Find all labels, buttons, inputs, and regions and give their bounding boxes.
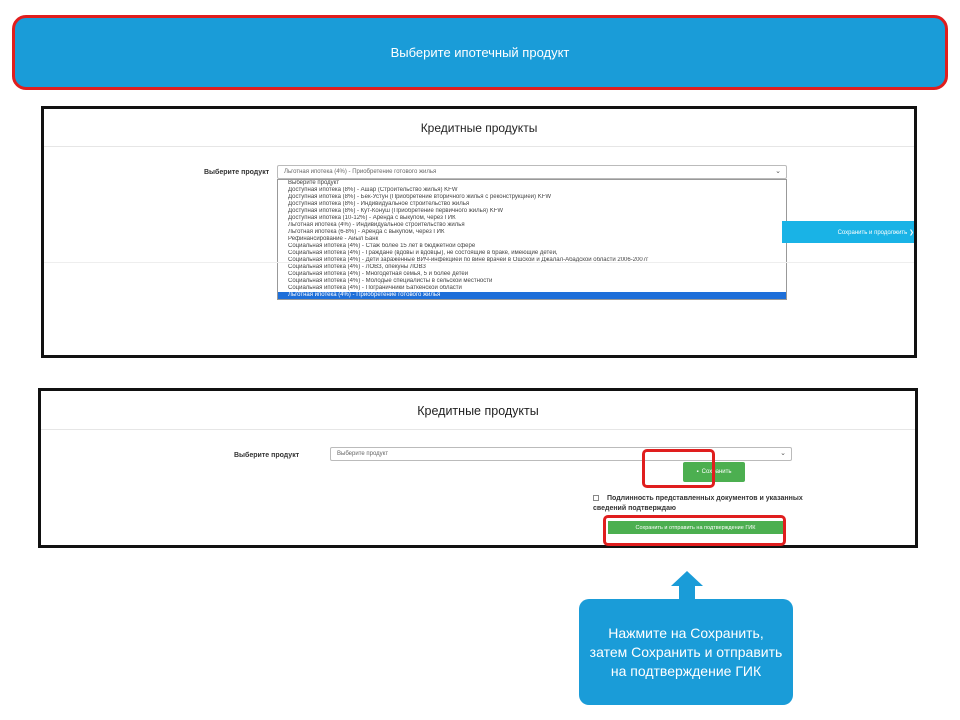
confirm-checkbox[interactable] (593, 495, 599, 501)
product-label: Выберите продукт (204, 169, 270, 176)
divider (44, 262, 914, 263)
arrow-stem (679, 585, 695, 599)
product-option[interactable]: Социальная ипотека (4%) - Стаж более 15 лет в бюджетной сфере (288, 243, 476, 249)
product-option[interactable]: Социальная ипотека (4%) - Дети зараженные ВИЧ-инфекцией по вине врачей в Ошской и Джалал-Абадской области 2006-2007г (288, 257, 649, 263)
instruction-callout (579, 599, 793, 705)
product-option[interactable]: Льготная ипотека (6-8%) - Аренда с выкупом, через ГИК (288, 229, 445, 235)
product-option[interactable]: Социальная ипотека (4%) - Молодые специалисты в сельской местности (288, 278, 493, 284)
send-button-highlight (603, 515, 786, 546)
callout-text: Нажмите на Сохранить, затем Сохранить и отправить на подтверждение ГИК (589, 624, 783, 679)
product-option[interactable]: Выберите продукт (288, 180, 340, 186)
save-and-continue-button[interactable] (782, 221, 917, 243)
product-option[interactable]: Рефинансирование - Айыл Банк (288, 236, 379, 242)
page-title: Кредитные продукты (417, 404, 539, 418)
page-title: Кредитные продукты (420, 121, 538, 135)
chevron-down-icon: ⌄ (780, 450, 786, 457)
product-option[interactable]: Социальная ипотека (4%) - Граждане (вдовы и вдовцы), не состоящие в браке, имеющие детей, (288, 250, 558, 256)
product-select-value: Льготная ипотека (4%) - Приобретение готового жилья (284, 169, 437, 175)
save-button-highlight (642, 449, 715, 488)
screenshot-panel-dropdown (41, 106, 917, 358)
chevron-down-icon: ⌄ (775, 168, 781, 175)
product-option[interactable]: Доступная ипотека (8%) - Индивидуальное строительство жилья (288, 201, 470, 207)
arrow-up-icon (671, 571, 703, 586)
product-option[interactable]: Доступная ипотека (8%) - Бек-Устун (Приобретение вторичного жилья с реконструкцией) KFW (288, 194, 552, 200)
product-select[interactable] (277, 165, 787, 179)
save-and-continue-label: Сохранить и продолжить ❯ (837, 229, 914, 236)
product-option[interactable]: Доступная ипотека (10-12%) - Аренда с выкупом, через ГИК (288, 215, 456, 221)
divider (44, 146, 914, 147)
banner-text: Выберите ипотечный продукт (390, 45, 570, 60)
product-option[interactable]: Социальная ипотека (4%) - Многодетная семья, 5 и более детей (288, 271, 469, 277)
save-button-label: Сохранить (701, 469, 732, 475)
product-select[interactable] (330, 447, 792, 461)
product-label: Выберите продукт (234, 452, 300, 459)
save-and-send-label: Сохранить и отправить на подтверждение ГИК (635, 524, 756, 531)
product-option[interactable]: Социальная ипотека (4%) - Пограничники Баткенской области (288, 285, 462, 291)
product-option[interactable]: Доступная ипотека (8%) - Кут-Конуш (Приобретение первичного жилья) KFW (288, 208, 504, 214)
screenshot-panel-save (38, 388, 918, 548)
product-options-list[interactable] (277, 179, 787, 300)
product-select-placeholder: Выберите продукт (337, 451, 389, 457)
product-option[interactable]: Социальная ипотека (4%) - ЛОВЗ, опекуны ЛОВЗ (288, 264, 426, 270)
instruction-banner (12, 15, 948, 90)
floppy-disk-icon: ▪ (696, 469, 699, 475)
product-option[interactable]: Льготная ипотека (4%) - Индивидуальное строительство жилья (288, 222, 465, 228)
divider (41, 429, 915, 430)
product-option[interactable]: Льготная ипотека (4%) - Приобретение готового жилья (278, 292, 786, 299)
confirm-text: Подлинность представленных документов и указанных сведений подтверждаю (593, 495, 803, 512)
product-option[interactable]: Доступная ипотека (8%) - Ашар (Строительство жилья) KFW (288, 187, 458, 193)
confirm-documents-row (593, 494, 813, 514)
